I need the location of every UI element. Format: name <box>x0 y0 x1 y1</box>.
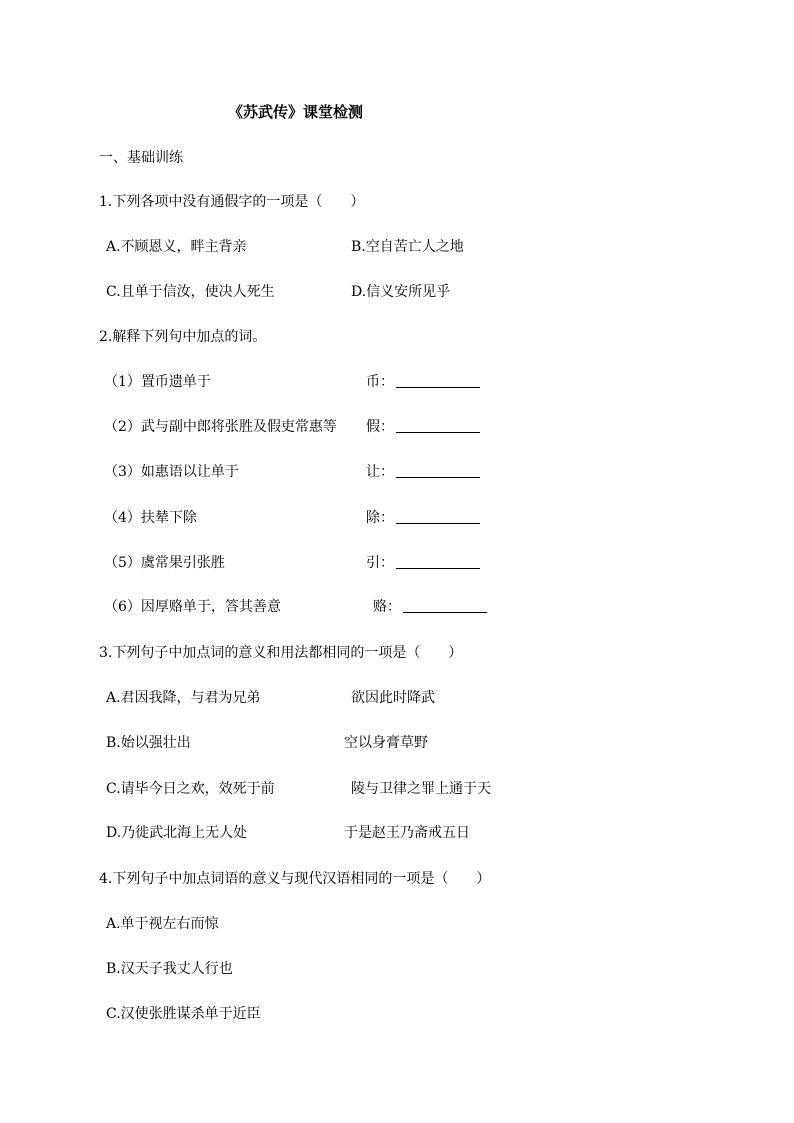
question-3-option-left: D.乃徙武北海上无人处 <box>106 825 248 841</box>
question-3-option-right: 陵与卫律之罪上通于天 <box>351 781 491 797</box>
question-1-stem: 1.下列各项中没有通假字的一项是（ ） <box>99 194 365 210</box>
question-3-option-right: 于是赵王乃斋戒五日 <box>344 825 470 841</box>
question-2-item-answer <box>366 554 480 572</box>
question-3-option-left: B.始以强壮出 <box>106 735 191 751</box>
answer-label: 赂： <box>373 599 401 615</box>
question-2-item-answer <box>373 598 487 616</box>
question-4-option-c: C.汉使张胜谋杀单于近臣 <box>106 1006 261 1022</box>
question-3-option-right: 空以身膏草野 <box>344 735 428 751</box>
question-2-item-answer <box>366 509 480 527</box>
question-2-item-sentence: （5）虞常果引张胜 <box>104 555 225 571</box>
question-2-item-sentence: （6）因厚赂单于，答其善意 <box>104 599 281 615</box>
question-2-item-sentence: （2）武与副中郎将张胜及假吏常惠等 <box>104 419 337 435</box>
answer-label: 让： <box>366 464 394 480</box>
answer-blank[interactable] <box>396 554 480 569</box>
answer-blank[interactable] <box>403 598 487 613</box>
question-1-option-a: A.不顾恩义，畔主背亲 <box>106 239 247 255</box>
question-4-option-a: A.单于视左右而惊 <box>106 916 219 932</box>
question-3-option-left: C.请毕今日之欢，效死于前 <box>106 781 275 797</box>
answer-label: 引： <box>366 555 394 571</box>
question-2-item-answer <box>366 463 480 481</box>
question-1-option-c: C.且单于信汝，使决人死生 <box>106 284 275 300</box>
question-1-option-b: B.空自苦亡人之地 <box>351 239 464 255</box>
question-3-option-left: A.君因我降，与君为兄弟 <box>106 690 261 706</box>
page-title: 《苏武传》课堂检测 <box>228 103 364 121</box>
question-2-item-answer <box>366 418 480 436</box>
answer-blank[interactable] <box>396 418 480 433</box>
question-3-stem: 3.下列句子中加点词的意义和用法都相同的一项是（ ） <box>99 645 463 661</box>
answer-label: 假： <box>366 419 394 435</box>
question-1-option-d: D.信义安所见乎 <box>351 284 451 300</box>
answer-blank[interactable] <box>396 373 480 388</box>
question-2-item-sentence: （3）如惠语以让单于 <box>104 464 239 480</box>
answer-label: 币： <box>366 374 394 390</box>
answer-label: 除： <box>366 510 394 526</box>
answer-blank[interactable] <box>396 509 480 524</box>
section-heading: 一、基础训练 <box>99 150 183 166</box>
question-3-option-right: 欲因此时降武 <box>351 690 435 706</box>
question-2-item-sentence: （4）扶辇下除 <box>104 510 197 526</box>
question-4-option-b: B.汉天子我丈人行也 <box>106 961 233 977</box>
question-2-stem: 2.解释下列句中加点的词。 <box>99 329 267 345</box>
question-4-stem: 4.下列句子中加点词语的意义与现代汉语相同的一项是（ ） <box>99 871 491 887</box>
question-2-item-sentence: （1）置币遗单于 <box>104 374 211 390</box>
answer-blank[interactable] <box>396 463 480 478</box>
question-2-item-answer <box>366 373 480 391</box>
